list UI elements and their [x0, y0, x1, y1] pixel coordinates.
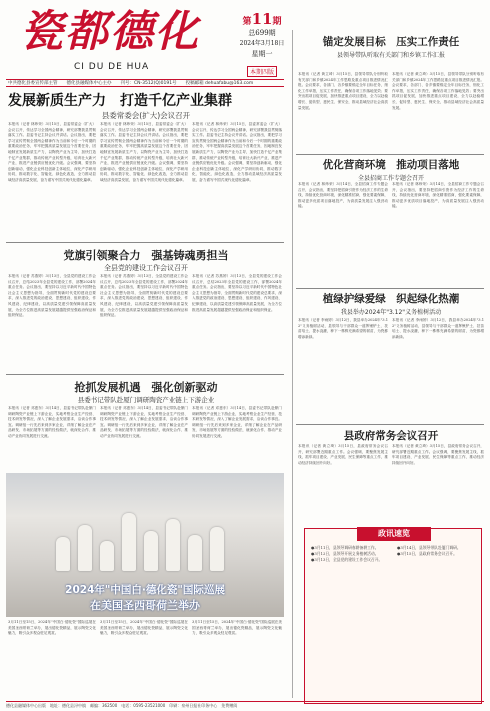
divider [296, 288, 484, 289]
lead-body-col1: 本报讯（记者 林炜荣）3月15日，县委常委会（扩大）会议召开，传达学习全国两会精神，研究部署我县贯彻落实工作。县委书记主持会议并讲话。会议指出，要把学习宣传贯彻全国两会精神作为当前和今后一个时期的重要政治任务，牢牢把握高质量发展这个首要任务，因地制宜发展新质生产力，以陶瓷产业为主导，加快打造千亿产业集群，推动传统产业转型升级，培育壮大新兴产业，推进产业链供应链优化升级。会议强调，要坚持创新驱动，强化企业科技创新主体地位，深化产学研用协同，推动数字化、智能化、绿色化改造，全力推动县域经济高质量发展，奋力谱写中国式现代化德化篇章。 [8, 122, 96, 182]
party-body-col3: 本报讯（记者 苏燕婷）3月13日，全县党的建设工作会议召开，总结2023年全县党的建设工作，部署2024年重点任务。会议指出，要坚持以习近平新时代中国特色社会主义思想为指导，全面贯彻新时代党的建设总要求，深入推进党的政治建设、思想建设、组织建设、作风建设、纪律建设，以高质量党建引领保障高质量发展，为全方位推进高质量发展超越提供坚强政治保证和组织保证。 [192, 274, 282, 312]
gov-headline: 县政府常务会议召开 [343, 430, 439, 442]
issue-suffix: 期 [272, 17, 282, 27]
tree-body-col1: 本报讯（记者 李雨婷）3月12日，我县举办2024年"3.12"义务植树活动，县领导与干部群众一道挥锹铲土、扶苗培土、提水浇灌，种下一株株充满希望的树苗，为瓷都增添新绿。 [298, 318, 388, 339]
photo-body-col1: 3月11日至15日，2024年"中国白·德化瓷"国际巡展在美国圣西哥荷兰举办，展出德化瓷精品，展示陶瓷文化魅力，吸引众多观众驻足观赏。 [8, 620, 96, 636]
party-subtitle: 全县党的建设工作会议召开 [104, 264, 188, 272]
briefs-list-col2 [397, 545, 477, 699]
project-body-col2: 本报讯（记者 邓惠东）3月14日，县委书记带队赴厦门调研陶瓷产业链上下游企业，实地考察企业生产经营、技术研发等情况，深入了解企业发展需求，洽谈合作事宜。调研组一行先后来到多家企业，详细了解企业在产品研发、市场拓展等方面的经验做法，就深化合作、推动产业协同发展进行交流。 [100, 406, 188, 438]
lead-body-col3: 本报讯（记者 林炜荣）3月15日，县委常委会（扩大）会议召开，传达学习全国两会精神，研究部署我县贯彻落实工作。县委书记主持会议并讲话。会议指出，要把学习宣传贯彻全国两会精神作为当前和今后一个时期的重要政治任务，牢牢把握高质量发展这个首要任务，因地制宜发展新质生产力，以陶瓷产业为主导，加快打造千亿产业集群，推动传统产业转型升级，培育壮大新兴产业，推进产业链供应链优化升级。会议强调，要坚持创新驱动，强化企业科技创新主体地位，深化产学研用协同，推动数字化、智能化、绿色化改造，全力推动县域经济高质量发展，奋力谱写中国式现代化德化篇章。 [192, 122, 282, 182]
environment-body-col1: 本报讯（记者 林炜荣）3月14日，全县招商工作专题会召开，会议指出，要坚持把招商引资作为经济工作的生命线，持续优化营商环境，深化精准招商，强化要素保障，推动更多优质项目落地投产，为高质量发展注入强劲动能。 [298, 182, 388, 209]
issue-label: 第 [242, 17, 252, 27]
total-issue: 总699期 [248, 29, 276, 37]
newspaper-title-en: CI DU DE HUA [74, 62, 150, 72]
page-footer: 德化县融媒体中心出版 地址：德化县浔中镇 邮编：362500 电话：0595-23521000 印刷：泉州日报社印务中心 免费赠阅 [6, 701, 484, 709]
brief-item: ●3月11日，县领导调研春耕备耕工作。 [311, 545, 379, 550]
issue-number: 11 [251, 10, 273, 28]
divider [296, 154, 484, 155]
divider [6, 242, 284, 243]
project-body-col3: 本报讯（记者 邓惠东）3月14日，县委书记带队赴厦门调研陶瓷产业链上下游企业，实地考察企业生产经营、技术研发等情况，深入了解企业发展需求，洽谈合作事宜。调研组一行先后来到多家企业，详细了解企业在产品研发、市场拓展等方面的经验做法，就深化合作、推动产业协同发展进行交流。 [192, 406, 282, 438]
divider [6, 374, 284, 375]
lead-body-col2: 本报讯（记者 林炜荣）3月15日，县委常委会（扩大）会议召开，传达学习全国两会精神，研究部署我县贯彻落实工作。县委书记主持会议并讲话。会议指出，要把学习宣传贯彻全国两会精神作为当前和今后一个时期的重要政治任务，牢牢把握高质量发展这个首要任务，因地制宜发展新质生产力，以陶瓷产业为主导，加快打造千亿产业集群，推动传统产业转型升级，培育壮大新兴产业，推进产业链供应链优化升级。会议强调，要坚持创新驱动，强化企业科技创新主体地位，深化产学研用协同，推动数字化、智能化、绿色化改造，全力推动县域经济高质量发展，奋力谱写中国式现代化德化篇章。 [100, 122, 188, 182]
target-subtitle: 县领导带队听取有关部门和乡镇工作汇报 [336, 52, 445, 59]
party-headline: 党旗引领聚合力 强基铸魂勇担当 [63, 249, 229, 262]
gov-body-col1: 本报讯（记者 黄立琦）3月15日，县政府常务会议召开，研究部署近期重点工作。会议强调，要聚焦发展主线，抓牢项目建设、产业发展、民生保障等重点工作，推动经济持续回升向好。 [298, 444, 388, 465]
party-body-col1: 本报讯（记者 苏燕婷）3月13日，全县党的建设工作会议召开，总结2023年全县党的建设工作，部署2024年重点任务。会议指出，要坚持以习近平新时代中国特色社会主义思想为指导，全面贯彻新时代党的建设总要求，深入推进党的政治建设、思想建设、组织建设、作风建设、纪律建设，以高质量党建引领保障高质量发展，为全方位推进高质量发展超越提供坚强政治保证和组织保证。 [8, 274, 96, 318]
edition-badge: 本期四版 [247, 66, 277, 77]
porcelain-figures-image [56, 491, 236, 571]
brief-item: ●3月14日，县领导带队赴厦门调研。 [397, 545, 461, 550]
party-body-col2: 本报讯（记者 苏燕婷）3月13日，全县党的建设工作会议召开，总结2023年全县党的建设工作，部署2024年重点任务。会议指出，要坚持以习近平新时代中国特色社会主义思想为指导，全面贯彻新时代党的建设总要求，深入推进党的政治建设、思想建设、组织建设、作风建设、纪律建设，以高质量党建引领保障高质量发展，为全方位推进高质量发展超越提供坚强政治保证和组织保证。 [100, 274, 188, 318]
target-body-col1: 本报讯（记者 黄立琦）3月15日，县领导带队分别听取有关部门和乡镇2024年工作思路及重点项目推进情况汇报。会议要求，各部门、各乡镇要锚定全年目标任务，细化工作举措，压实工作责任，确保各项工作落地见效；要突出抓项目促发展，加快推进重点项目建设，全力以赴稳增长、促转型、惠民生、保安全，推动县域经济社会高质量发展。 [298, 72, 388, 110]
lead-subtitle: 县委常委会(扩大)会议召开 [101, 111, 191, 120]
photo-caption [6, 582, 284, 613]
brief-item: ●3月12日，县领导开展义务植树活动。 [311, 551, 379, 556]
issue-date: 2024年3月18日 [239, 40, 285, 47]
newspaper-title: 瓷都德化 [20, 7, 200, 57]
issue-info [236, 10, 288, 78]
lead-title-a: 发展新质生产力 [8, 93, 106, 109]
environment-body-col2: 本报讯（记者 林炜荣）3月14日，全县招商工作专题会召开，会议指出，要坚持把招商引资作为经济工作的生命线，持续优化营商环境，深化精准招商，强化要素保障，推动更多优质项目落地投产，为高质量发展注入强劲动能。 [392, 182, 484, 209]
target-headline: 锚定发展目标 压实工作责任 [322, 36, 460, 48]
photo-body-col3: 3月11日至15日，2024年"中国白·德化瓷"国际巡展在美国圣西哥荷兰举办，展出德化瓷精品，展示陶瓷文化魅力，吸引众多观众驻足观赏。 [192, 620, 282, 636]
project-body-col1: 本报讯（记者 邓惠东）3月14日，县委书记带队赴厦门调研陶瓷产业链上下游企业，实地考察企业生产经营、技术研发等情况，深入了解企业发展需求，洽谈合作事宜。调研组一行先后来到多家企业，详细了解企业在产品研发、市场拓展等方面的经验做法，就深化合作、推动产业协同发展进行交流。 [8, 406, 96, 438]
exhibition-photo [6, 473, 284, 617]
environment-headline: 优化营商环境 推动项目落地 [322, 159, 460, 171]
brief-item: ●3月13日，全县党的建设工作会议召开。 [311, 557, 383, 562]
gov-body-col2: 本报讯（记者 黄立琦）3月15日，县政府常务会议召开，研究部署近期重点工作。会议强调，要聚焦发展主线，抓牢项目建设、产业发展、民生保障等重点工作，推动经济持续回升向好。 [392, 444, 484, 465]
target-body-col2: 本报讯（记者 黄立琦）3月15日，县领导带队分别听取有关部门和乡镇2024年工作思路及重点项目推进情况汇报。会议要求，各部门、各乡镇要锚定全年目标任务，细化工作举措，压实工作责任，确保各项工作落地见效；要突出抓项目促发展，加快推进重点项目建设，全力以赴稳增长、促转型、惠民生、保安全，推动县域经济社会高质量发展。 [392, 72, 484, 110]
tree-headline: 植绿护绿爱绿 织起绿化热潮 [322, 293, 460, 305]
project-subtitle: 县委书记带队赴厦门调研陶瓷产业链上下游企业 [77, 396, 215, 404]
divider [296, 424, 484, 425]
lead-headline [8, 90, 284, 110]
tree-subtitle: 我县举办2024年"3.12"义务植树活动 [340, 309, 442, 316]
briefs-header: 政讯速览 [357, 527, 431, 541]
briefs-list-col1 [311, 545, 391, 699]
info-bar: 中共德化县委宣传部主管 德化县融媒体中心主办 刊号：CN-3512(Q)0191号 投稿邮箱 dehuafabu@163.com [6, 79, 284, 87]
project-headline: 抢抓发展机遇 强化创新驱动 [74, 381, 218, 394]
issue-weekday: 星期一 [251, 50, 273, 58]
brief-item: ●3月15日，县政府常务会议召开。 [397, 551, 457, 556]
photo-caption-line2: 在美国圣西哥荷兰举办 [90, 599, 200, 612]
photo-body-col2: 3月11日至15日，2024年"中国白·德化瓷"国际巡展在美国圣西哥荷兰举办，展出德化瓷精品，展示陶瓷文化魅力，吸引众多观众驻足观赏。 [100, 620, 188, 636]
photo-caption-line1: 2024年"中国白·德化瓷"国际巡展 [65, 584, 225, 596]
news-briefs-box [304, 528, 482, 704]
column-divider [292, 30, 293, 698]
environment-subtitle: 全县招商工作专题会召开 [357, 175, 424, 182]
tree-body-col2: 本报讯（记者 李雨婷）3月12日，我县举办2024年"3.12"义务植树活动，县领导与干部群众一道挥锹铲土、扶苗培土、提水浇灌，种下一株株充满希望的树苗，为瓷都增添新绿。 [392, 318, 484, 339]
lead-title-b: 打造千亿产业集群 [120, 93, 232, 109]
